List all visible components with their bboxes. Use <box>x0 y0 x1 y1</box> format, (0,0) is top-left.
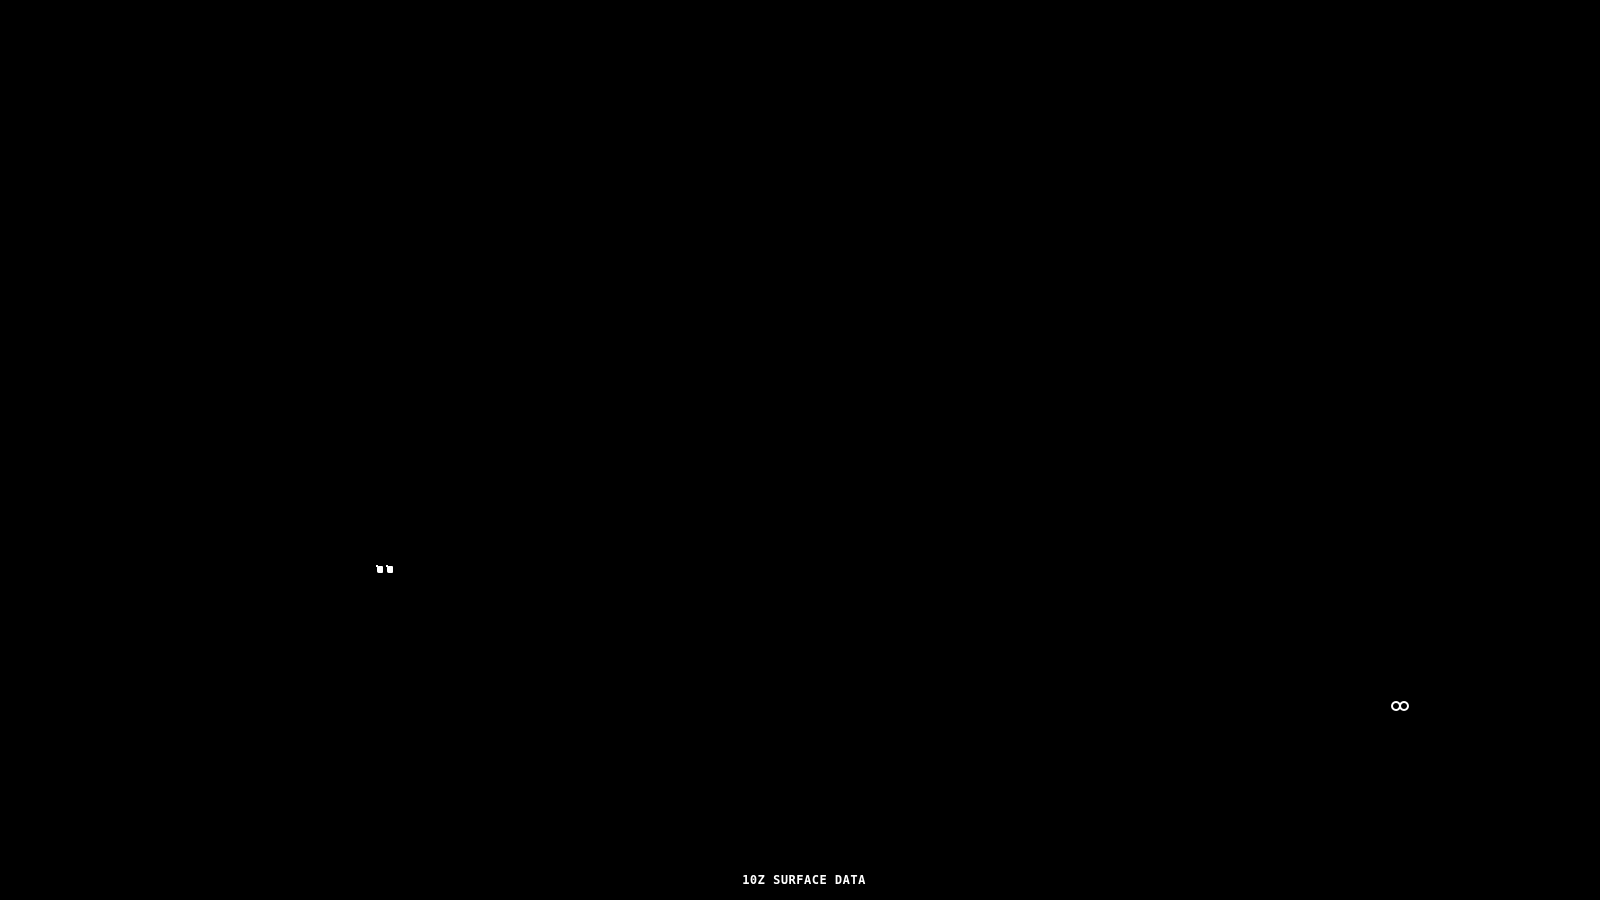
frame-caption: 10Z SURFACE DATA <box>742 873 866 887</box>
haze-infinity-icon <box>1391 701 1409 711</box>
precip-dot-right-icon <box>387 566 393 573</box>
precipitation-dots-icon <box>377 566 393 573</box>
precip-dot-left-icon <box>377 566 383 573</box>
infinity-right-loop-icon <box>1399 701 1409 711</box>
